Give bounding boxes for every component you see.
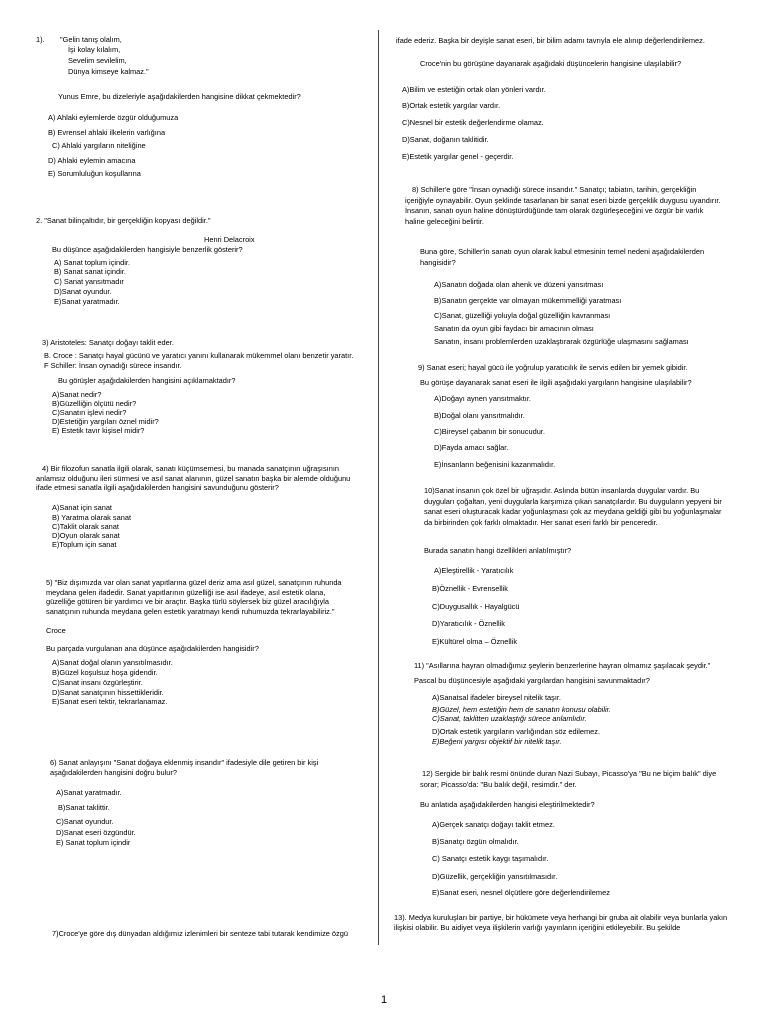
option: E)Kültürel olma – Öznellik: [432, 637, 518, 646]
option: A)Bilim ve estetiğin ortak olan yönleri vardır.: [402, 85, 546, 94]
column-divider: [378, 30, 379, 945]
option: E)Beğeni yargısı objektif bir nitelik taşır.: [432, 737, 562, 746]
q7-stem: 7)Croce'ye göre dış dünyadan aldığımız izlenimleri bir senteze tabi tutarak kendimize özgü: [52, 929, 348, 938]
option: C)Sanat, güzelliği yoluyla doğal güzelliğin kavranması: [434, 311, 611, 320]
option: C) Ahlaki yargıların niteliğine: [52, 141, 146, 150]
q12-stem: 12) Sergide bir balık resmi önünde duran Nazi Subayı, Picasso'ya "Bu ne biçim balık" diye sorar; Picasso'da: "Bu balık değil, resimdir." der.: [420, 769, 717, 789]
option: B)Güzel, hem estetiğin hem de sanatın konusu olabilir.: [432, 705, 611, 714]
q7-question: Croce'nin bu görüşüne dayanarak aşağıdaki düşüncelerin hangisine ulaşılabilir?: [420, 59, 682, 68]
q10-question: Burada sanatın hangi özellikleri anlatılmıştır?: [424, 546, 572, 555]
q12-question: Bu anlatıda aşağıdakilerden hangisi eleştirilmektedir?: [420, 800, 595, 809]
q1-poem-line: Sevelim sevilelim,: [68, 56, 127, 65]
q7-continuation: ifade ederiz. Başka bir deyişle sanat eseri, bir bilim adamı tavrıyla ele alınıp değerlendirilemez.: [396, 36, 705, 45]
q5-question: Bu parçada vurgulanan ana düşünce aşağıdakilerden hangisidir?: [46, 644, 259, 653]
q8-stem: 8) Schiller'e göre "İnsan oynadığı sürece insandır." Sanatçı; tabiatın, tarihin, gerçekliğin içeriğiyle oynayabilir. Oyun şeklinde tasarlanan bir sanat eseri bizde gerçeklik duygusu uyandırır. İnsanın, sanatı oyun haline dönüştürdüğünde tam olarak özgürleşeceğini ve özgür bir varlık haline geleceğini belirtir.: [405, 185, 721, 226]
q1-stem: Yunus Emre, bu dizeleriyle aşağıdakilerden hangisine dikkat çekmektedir?: [58, 92, 301, 101]
option: E)Sanat eseri tektir, tekrarlanamaz.: [52, 697, 168, 706]
page-number: 1: [380, 994, 388, 1006]
option: C)Sanat, taklitten uzaklaştığı sürece anlamlıdır.: [432, 714, 587, 723]
option: C)Sanatın işlevi nedir?: [52, 408, 127, 417]
option: D)Yaratıcılık - Öznellik: [432, 619, 505, 628]
q1-number: 1).: [36, 35, 45, 44]
option: D)Sanat sanatçının hissettikleridir.: [52, 688, 164, 697]
option: D)Estetiğin yargıları öznel midir?: [52, 417, 159, 426]
option: E)Toplum için sanat: [52, 540, 117, 549]
option: E)İnsanların beğenisini kazanmalıdır.: [434, 460, 556, 469]
option: B)Güzel koşulsuz hoşa gidendir.: [52, 668, 158, 677]
option: E)Sanat yaratmadır.: [54, 297, 120, 306]
option: D)Sanat, doğanın taklitidir.: [402, 135, 489, 144]
option: B) Yaratma olarak sanat: [52, 513, 132, 522]
option: D)Fayda amacı sağlar.: [434, 443, 509, 452]
option: B) Sanat sanat içindir.: [54, 267, 126, 276]
option: A)Sanatın doğada olan ahenk ve düzeni yansıtması: [434, 280, 604, 289]
q11-question: Pascal bu düşüncesiyle aşağıdaki yargılardan hangisini savunmaktadır?: [414, 676, 650, 685]
option: C)Bireysel çabanın bir sonucudur.: [434, 427, 545, 436]
option: A)Eleştirellik - Yaratıcılık: [434, 566, 514, 575]
option: Sanatın, insanı problemlerden uzaklaştırarak özgürlüğe ulaşmasını sağlaması: [434, 337, 689, 346]
option: A)Gerçek sanatçı doğayı taklit etmez.: [432, 820, 555, 829]
option: A) Sanat toplum içindir.: [54, 258, 130, 267]
option: C) Sanat yansıtmadır: [54, 277, 124, 286]
option: D)Oyun olarak sanat: [52, 531, 120, 540]
option: A)Sanat nedir?: [52, 390, 102, 399]
q2-stem: 2. "Sanat bilinçaltıdır, bir gerçekliğin kopyası değildir.": [36, 216, 211, 225]
option: A)Sanat için sanat: [52, 503, 112, 512]
option: C)Taklit olarak sanat: [52, 522, 119, 531]
option: C)Duygusallık - Hayalgücü: [432, 602, 520, 611]
option: Sanatın da oyun gibi faydacı bir amacının olması: [434, 324, 594, 333]
option: E) Sorumluluğun koşullarına: [48, 169, 141, 178]
option: D)Güzellik, gerçekliğin yansıtılmasıdır.: [432, 872, 558, 881]
option: B)Sanatçı özgün olmalıdır.: [432, 837, 519, 846]
q11-stem: 11) "Asıllarına hayran olmadığımız şeylerin benzerlerine hayran olmamız şaşılacak şeydir.": [414, 661, 711, 670]
option: E)Estetik yargılar genel - geçerdir.: [402, 152, 514, 161]
option: C) Sanatçı estetik kaygı taşımalıdır.: [432, 854, 549, 863]
q3-croce: B. Croce : Sanatçı hayal gücünü ve yaratıcı yanını kullanarak mükemmel olanı benzetir yaratır.: [44, 351, 354, 360]
q5-author: Croce: [46, 626, 66, 635]
option: D)Ortak estetik yargıların varlığından söz edilemez.: [432, 727, 600, 736]
option: B)Doğal olanı yansıtmalıdır.: [434, 411, 525, 420]
q2-author: Henri Delacroix: [204, 235, 255, 244]
option: D)Sanat eseri özgündür.: [56, 828, 136, 837]
option: D) Ahlaki eylemin amacına: [48, 156, 136, 165]
q3-schiller: F Schiller: İnsan oynadığı sürece insandır.: [44, 361, 182, 370]
option: B)Sanat taklittir.: [58, 803, 110, 812]
option: A)Sanat yaratmadır.: [56, 788, 122, 797]
option: B)Sanatın gerçekte var olmayan mükemmelliği yaratması: [434, 296, 622, 305]
q13-stem: 13). Medya kuruluşları bir partiye, bir hükümete veya herhangi bir gruba ait olabilir veya bunlarla yakın ilişkisi olabilir. Bu aidiyet veya ilişkilerin varlığı yayınların içeriğini etkileyebilir. Bu şekilde: [394, 913, 728, 933]
option: A) Ahlaki eylemlerde özgür olduğumuza: [48, 113, 179, 122]
option: E) Estetik tavır kişisel midir?: [52, 426, 145, 435]
option: B) Evrensel ahlaki ilkelerin varlığına: [48, 128, 166, 137]
option: A)Sanatsal ifadeler bireysel nitelik taşır.: [432, 693, 561, 702]
q3-question: Bu görüşler aşağıdakilerden hangisini açıklamaktadır?: [58, 376, 236, 385]
q9-question: Bu görüşe dayanarak sanat eseri ile ilgili aşağıdaki yargıların hangisine ulaşılabilir?: [420, 378, 692, 387]
q8-question: Buna göre, Schiller'in sanatı oyun olarak kabul etmesinin temel nedeni aşağıdakilerden hangisidir?: [420, 247, 705, 267]
option: C)Sanat insanı özgürleştirir.: [52, 678, 143, 687]
option: D)Sanat oyundur.: [54, 287, 112, 296]
q5-stem: 5) "Biz dışımızda var olan sanat yapıtlarına güzel deriz ama asıl güzel, sanatçının ruhunda meydana gelen ifadedir. Sanat yapıtlarının güzelliği ise asıl ifadeye, asıl estetik olana, güzelliğe götüren bir yardımcı ve bir araçtır. Başka türlü söylersek biz güzel aracılığıyla sanatçının ruhunda meydana gelen estetik yaratmayı kendi ruhumuzda tekrarlayabiliriz.": [46, 578, 342, 616]
q3-stem: 3) Aristoteles: Sanatçı doğayı taklit eder.: [42, 338, 174, 347]
option: C)Nesnel bir estetik değerlendirme olamaz.: [402, 118, 544, 127]
option: B)Güzelliğin ölçütü nedir?: [52, 399, 137, 408]
q10-stem: 10)Sanat insanın çok özel bir uğraşıdır. Aslında bütün insanlarda duygular vardır. Bu duyguları çoğaltan, yeni duygularla karşımıza çıkan sanatçılardır. Bu duyguların yepyeni bir sanat eseri oluşturacak kadar yoğunlaşması çok az meydana geldiği gibi bu yoğunlaşmalar da birbirinden çok farklı olmaktadır. Her sanat eseri farklı bir penceredir.: [424, 486, 722, 527]
option: E)Sanat eseri, nesnel ölçütlere göre değerlendirilemez: [432, 888, 610, 897]
q2-question: Bu düşünce aşağıdakilerden hangisiyle benzerlik gösterir?: [52, 245, 243, 254]
q1-poem-line: İşi kolay kılalım,: [68, 45, 121, 54]
option: B)Öznellik - Evrensellik: [432, 584, 508, 593]
q4-stem: 4) Bir filozofun sanatla ilgili olarak, sanatı küçümsemesi, bu manada sanatçının uğraşısının anlamsız olduğunu ileri sürmesi ve asıl sanat alanının, güzel sanatın başka bir alemde olduğunu ifade etmesi sanatla ilgili aşağıdakilerden hangisini savunduğunu gösterir?: [36, 464, 351, 493]
option: E) Sanat toplum içindir: [56, 838, 131, 847]
option: A)Doğayı aynen yansıtmaktır.: [434, 394, 531, 403]
q9-stem: 9) Sanat eseri; hayal gücü ile yoğrulup yaratıcılık ile servis edilen bir yemek gibidir.: [418, 363, 688, 372]
option: B)Ortak estetik yargılar vardır.: [402, 101, 501, 110]
q1-poem-line: "Gelin tanış olalım,: [60, 35, 122, 44]
option: C)Sanat oyundur.: [56, 817, 114, 826]
option: A)Sanat doğal olanın yansıtılmasıdır.: [52, 658, 173, 667]
q6-stem: 6) Sanat anlayışını "Sanat doğaya eklenmiş insandır" ifadesiyle dile getiren bir kişi aşağıdakilerden hangisini doğru bulur?: [50, 758, 319, 777]
q1-poem-line: Dünya kimseye kalmaz.": [68, 67, 149, 76]
